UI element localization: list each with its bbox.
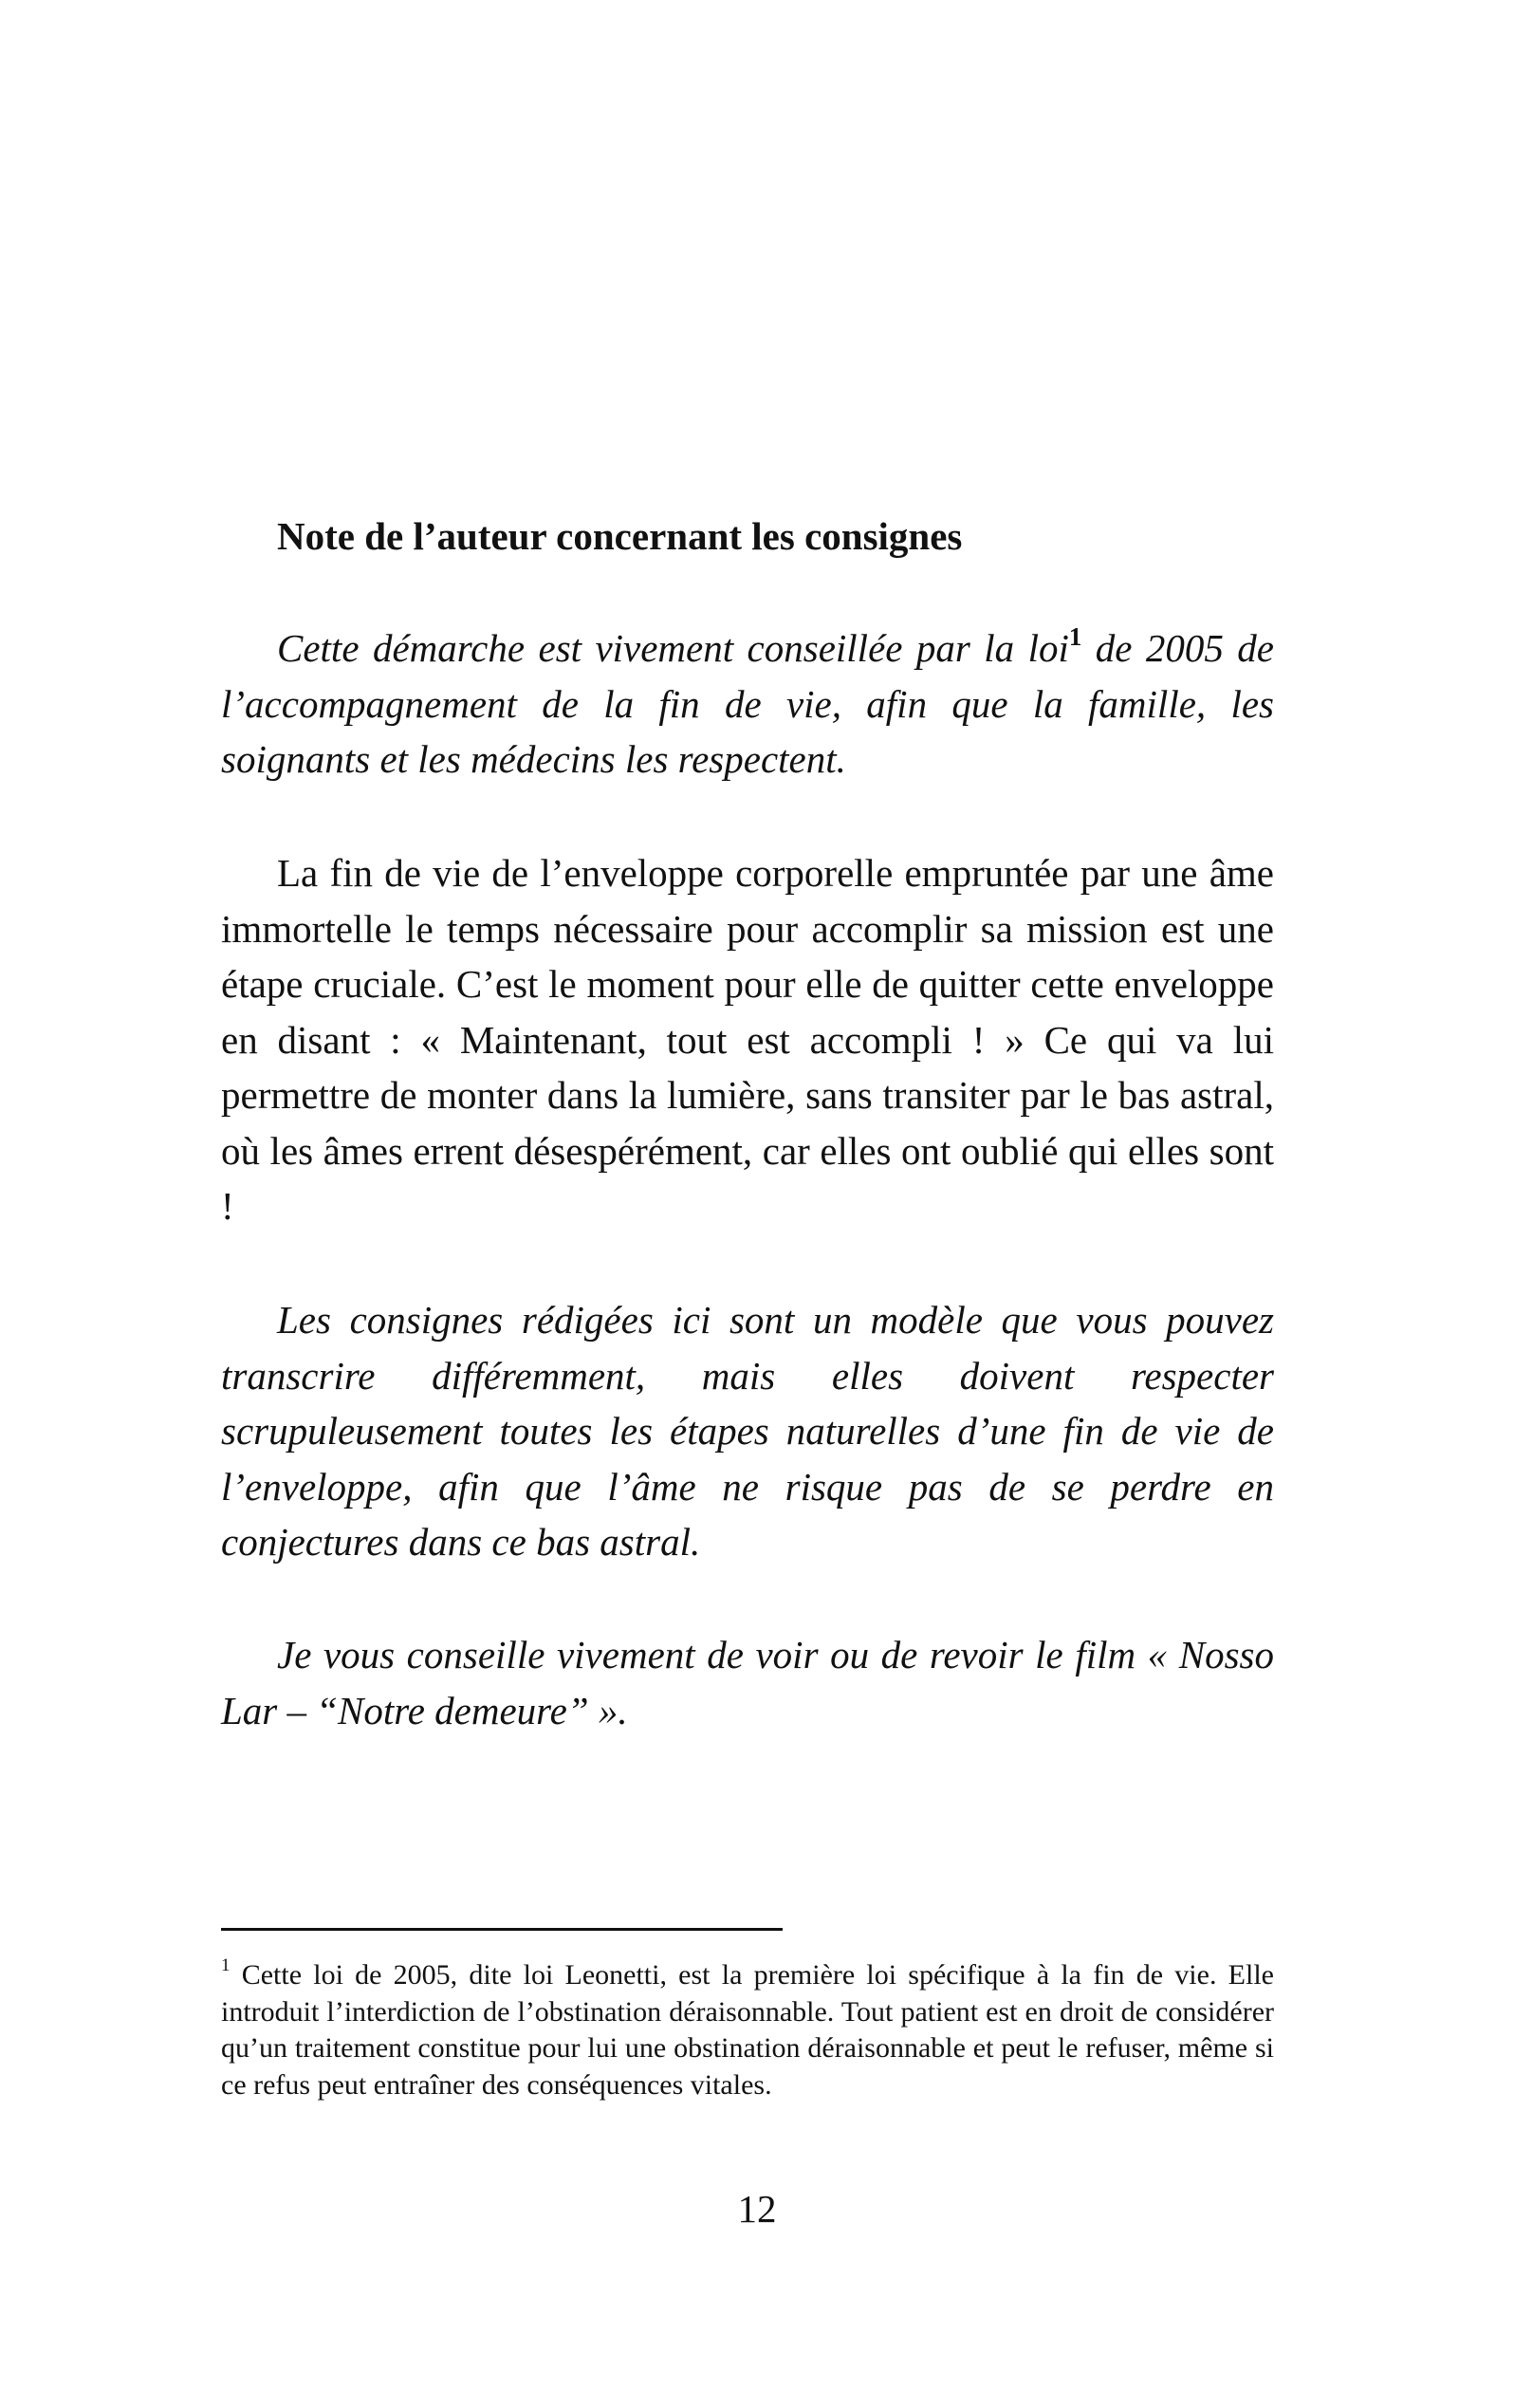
paragraph-end-of-life: La fin de vie de l’enveloppe corporelle empruntée par une âme immortelle le temps nécessaire pour accomplir sa mission est une étape cruciale. C’est le moment pour elle de quitter cette enveloppe en disant : « Maintenant, tout est accompli ! » Ce qui va lui permettre de monter dans la lumière, sans transiter par le bas astral, où les âmes errent désespérément, car elles ont oublié qui elles sont ! — [221, 851, 1274, 1228]
footnote-text: Cette loi de 2005, dite loi Leonetti, est la première loi spécifique à la fin de vie. Elle introduit l’interdiction de l’obstination déraisonnable. Tout patient est en droit de considérer qu’un traitement constitue pour lui une obstination déraisonnable et peut le refuser, même si ce refus peut entraîner des conséquences vitales. — [221, 1959, 1274, 2101]
paragraph-intro-text-cont: de 2005 de l’accompagnement de la fin de vie, afin que la famille, les soignants et les médecins les respectent. — [221, 626, 1275, 781]
page-number: 12 — [737, 2187, 777, 2231]
paragraph-film-recommendation: Je vous conseille vivement de voir ou de revoir le film « Nosso Lar – “Notre demeure” ». — [221, 1633, 1274, 1732]
footnote-number: 1 — [221, 1955, 231, 1975]
footnote — [221, 1957, 1274, 2103]
footnote-separator — [221, 1928, 783, 1931]
section-heading: Note de l’auteur concernant les consignes — [277, 514, 963, 558]
paragraph-intro-text: Cette démarche est vivement conseillée par la loi — [277, 626, 1069, 670]
paragraph-instructions: Les consignes rédigées ici sont un modèle que vous pouvez transcrire différemment, mais elles doivent respecter scrupuleusement toutes les étapes naturelles d’une fin de vie de l’enveloppe, afin que l’âme ne risque pas de se perdre en conjectures dans ce bas astral. — [221, 1298, 1274, 1564]
paragraph-intro — [221, 621, 1274, 787]
footnote-reference[interactable]: 1 — [1068, 622, 1082, 652]
